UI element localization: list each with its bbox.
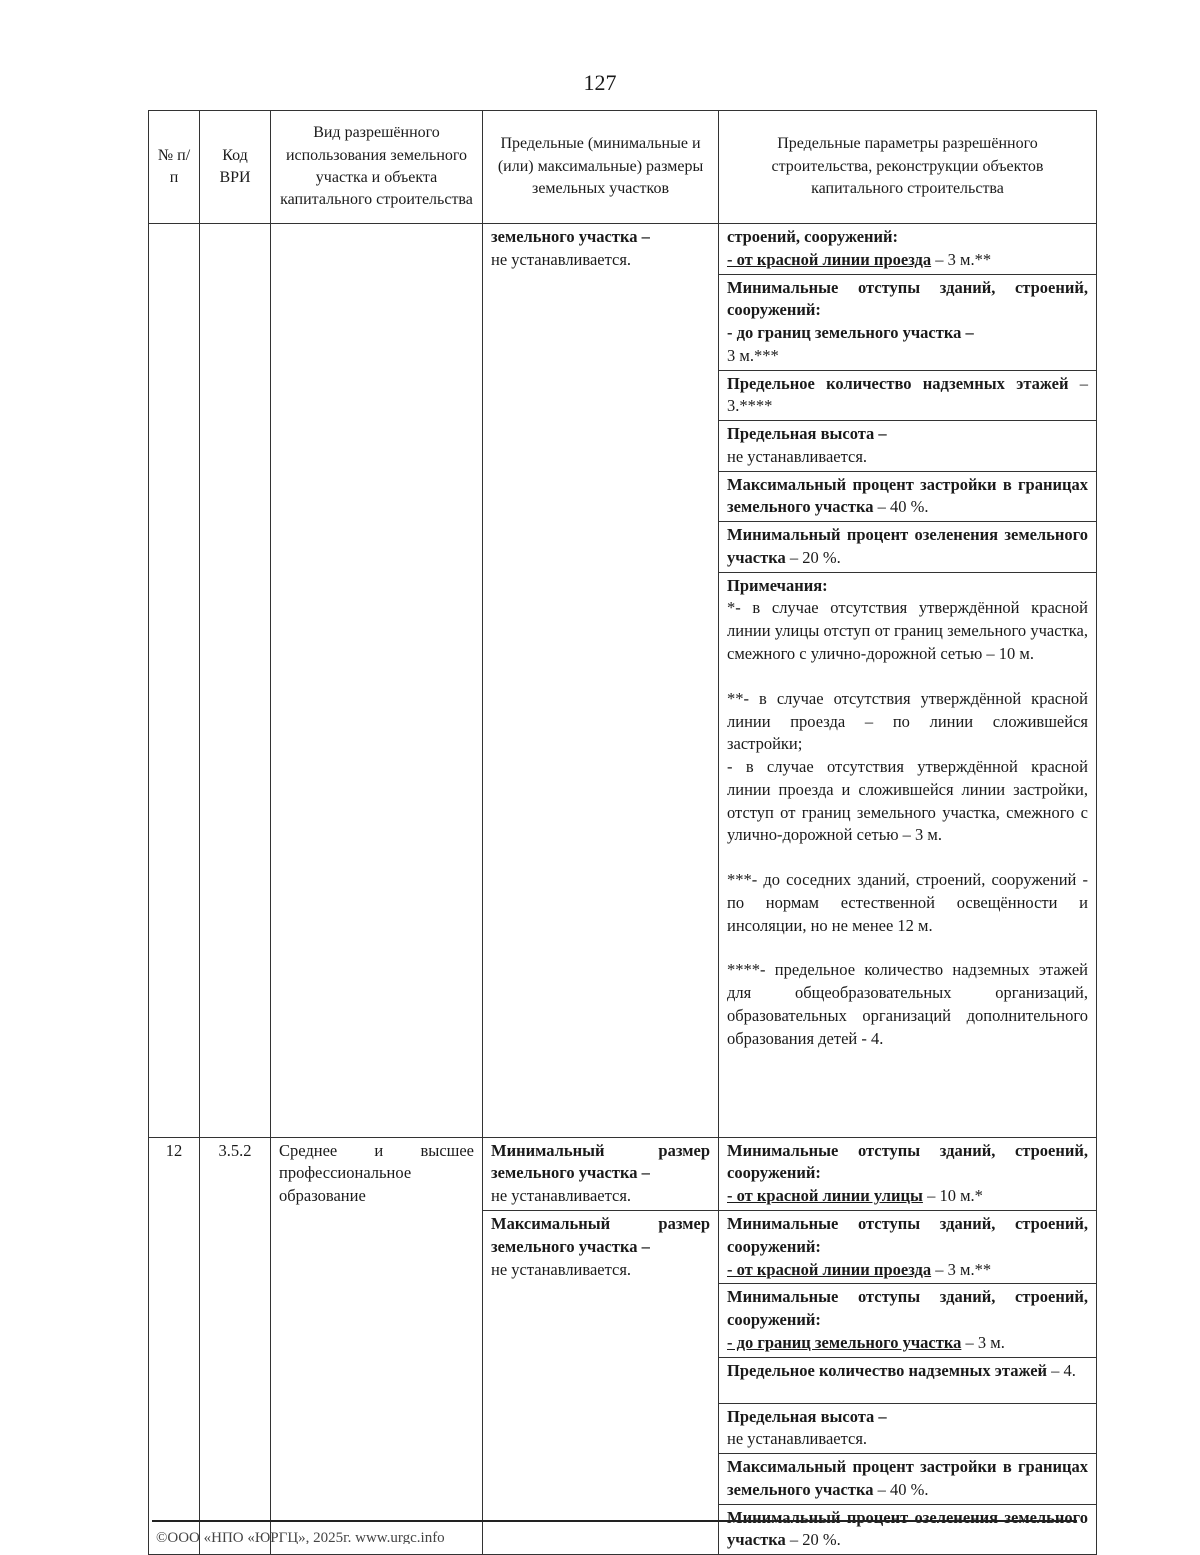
param-value: – 40 %. [873,497,929,517]
table-row [149,1137,1097,1210]
size-value: не устанавливается. [491,1259,632,1279]
param-value: – 20 %. [785,547,841,567]
row12-vri: Среднее и высшее профессиональное образование [271,1137,483,1554]
param-label: Минимальный процент озеленения земельного участка [727,525,1088,567]
param-label: Предельное количество надземных этажей [727,373,1069,393]
row12-code: 3.5.2 [200,1137,271,1554]
table-row [149,224,1097,275]
param-value: не устанавливается. [727,1429,868,1449]
row12-param-cell [719,1137,1097,1210]
row12-param-cell [719,1504,1097,1555]
cont-size-value: не устанавливается. [491,249,632,269]
param-label: Минимальные отступы зданий, строений, сооружений: [727,277,1088,320]
param-label: Максимальный процент застройки в границах земельного участка [727,474,1088,517]
header-num: № п/п [149,111,200,224]
note: ****- предельное количество надземных этажей для общеобразовательных организаций, образовательных организаций дополнительного образования детей - 4. [727,960,1088,1048]
row12-num: 12 [149,1137,200,1554]
param-line: - до границ земельного участка – [727,323,974,343]
row12-param-cell [719,1357,1097,1403]
param-label: Минимальные отступы зданий, строений, сооружений: [727,1214,1088,1256]
cont-code-cell [200,224,271,1138]
param-label: Предельное количество надземных этажей [727,1360,1048,1380]
param-value: – 4. [1047,1360,1076,1380]
notes-title: Примечания: [727,575,828,595]
notes-cell [719,572,1097,1137]
row12-max-size-cell [483,1211,719,1555]
param-value: – 3.**** [727,373,1088,416]
param-label: Предельная высота – [727,1406,887,1426]
note: **- в случае отсутствия утверждённой красной линии проезда – по линии сложившейся застройки; [727,688,1088,754]
footer-rule [152,1520,1077,1522]
param-label: строений, сооружений: [727,227,899,246]
param-label: Минимальные отступы зданий, строений, сооружений: [727,1287,1088,1330]
param-label: Минимальные отступы зданий, строений, сооружений: [727,1140,1088,1183]
header-code: Код ВРИ [200,111,271,224]
param-line: - от красной линии улицы [727,1186,923,1206]
param-value: – 20 %. [785,1530,841,1550]
header-params: Предельные параметры разрешённого строительства, реконструкции объектов капитального строительства [719,111,1097,224]
cont-param-cell [719,370,1097,421]
size-label: Максимальный размер земельного участка – [491,1214,710,1256]
note: ***- до соседних зданий, строений, сооружений - по нормам естественной освещённости и инсоляции, но не менее 12 м. [727,870,1088,935]
page-number: 127 [583,70,617,95]
cont-param-cell [719,224,1097,275]
cont-param-cell [719,522,1097,573]
param-line: - от красной линии проезда [727,249,932,269]
param-line: - до границ земельного участка [727,1332,962,1352]
param-line: - от красной линии проезда [727,1259,932,1279]
param-value: – 3 м. [961,1332,1005,1352]
header-sizes: Предельные (минимальные и (или) максимальные) размеры земельных участков [483,111,719,224]
row12-min-size-cell [483,1137,719,1210]
cont-param-cell [719,274,1097,370]
param-label: Максимальный процент застройки в границах земельного участка [727,1457,1088,1499]
note: - в случае отсутствия утверждённой красной линии проезда и сложившейся линии застройки, отступ от границ земельного участка, смежного с улично-дорожной сетью – 3 м. [727,757,1088,845]
cont-param-cell [719,421,1097,472]
row12-param-cell [719,1211,1097,1284]
header-vri: Вид разрешённого использования земельного участка и объекта капитального строительства [271,111,483,224]
param-value: не устанавливается. [727,446,868,466]
size-value: не устанавливается. [491,1186,632,1206]
cont-size-cell [483,224,719,1138]
param-value: – 3 м.** [931,249,992,269]
cont-size-label: земельного участка – [491,227,650,246]
row12-param-cell [719,1284,1097,1357]
param-label: Минимальный процент озеленения земельного участка [727,1507,1088,1550]
note: *- в случае отсутствия утверждённой красной линии улицы отступ от границ земельного участка, смежного с улично-дорожной сетью – 10 м. [727,598,1088,664]
cont-param-cell [719,471,1097,522]
param-value: – 3 м.** [931,1259,992,1279]
param-value: 3 м.*** [727,345,779,365]
param-label: Предельная высота – [727,424,887,444]
cont-num-cell [149,224,200,1138]
size-label: Минимальный размер земельного участка – [491,1140,710,1183]
param-value: – 10 м.* [922,1186,983,1206]
header-row [149,111,1097,224]
regulations-table [148,110,1097,1555]
cont-vri-cell [271,224,483,1138]
param-value: – 40 %. [873,1479,929,1499]
row12-param-cell [719,1403,1097,1454]
row12-param-cell [719,1454,1097,1505]
footer-text: ©ООО «НПО «ЮРГЦ», 2025г. www.urgc.info [156,1530,445,1544]
